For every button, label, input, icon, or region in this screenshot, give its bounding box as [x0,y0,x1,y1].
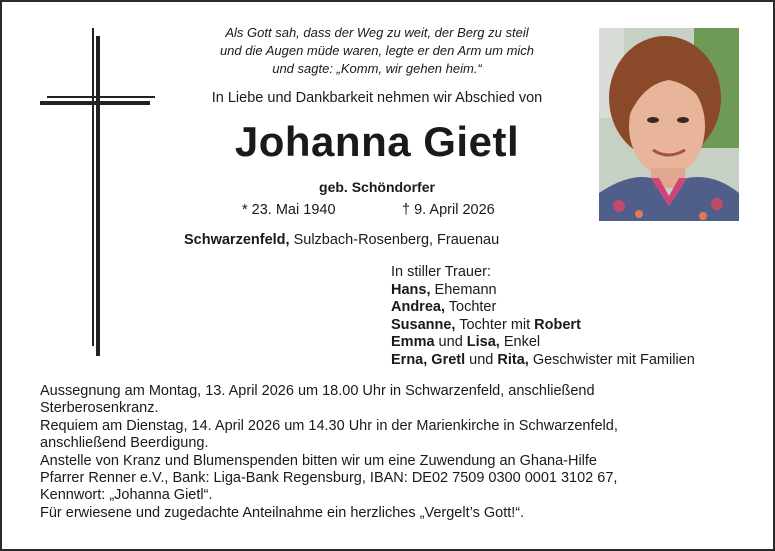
portrait-illustration [599,28,739,221]
mourner-relation: Enkel [499,334,541,351]
portrait-photo [599,28,739,221]
death-date: † 9. April 2026 [402,202,495,218]
body-line: Sterberosenkranz. [40,400,159,417]
mourner-connector: und [465,351,498,368]
mourner-connector: und [434,334,467,351]
cross-horizontal-thick [40,101,150,105]
body-line: Anstelle von Kranz und Blumenspenden bitten wir um eine Zuwendung an Ghana-Hilfe [40,452,597,469]
mourners-list [391,264,695,370]
service-details [40,383,740,522]
mourner-name: Rita, [497,351,529,368]
poem [192,24,562,78]
poem-line: Als Gott sah, dass der Weg zu weit, der Berg zu steil [225,25,529,40]
mourner-row [391,282,695,300]
body-line: Aussegnung am Montag, 13. April 2026 um 18.00 Uhr in Schwarzenfeld, anschließend [40,383,595,399]
mourner-name: Robert [534,316,581,333]
deceased-name: Johanna Gietl [234,118,520,165]
mourner-name: Emma [391,334,435,351]
places-main: Schwarzenfeld, [184,232,290,248]
mourner-row [391,317,695,335]
mourner-name: Hans, [391,281,431,298]
cross-horizontal-thin [47,96,155,98]
body-line: Kennwort: „Johanna Gietl“. [40,487,213,504]
mourner-name: Erna, Gretl [391,351,466,368]
mourner-relation: Ehemann [430,281,497,298]
body-line: Für erwiesene und zugedachte Anteilnahme ein herzliches „Vergelt’s Gott!“. [40,504,525,521]
places-rest: Sulzbach-Rosenberg, Frauenau [289,232,500,248]
places [184,232,499,248]
mourner-relation: Tochter [445,299,497,316]
poem-line: und sagte: „Komm, wir gehen heim.“ [272,61,482,76]
body-line: Pfarrer Renner e.V., Bank: Liga-Bank Regensburg, IBAN: DE02 7509 0300 0001 3102 67, [40,470,618,487]
mourner-name: Lisa, [466,334,500,351]
mourner-name: Andrea, [391,299,445,316]
mourner-row [391,299,695,317]
body-line: anschließend Beerdigung. [40,435,209,452]
mourner-relation: Tochter mit [455,316,535,333]
body-line: Requiem am Dienstag, 14. April 2026 um 14.30 Uhr in der Marienkirche in Schwarzenfeld, [40,417,618,434]
poem-line: und die Augen müde waren, legte er den Arm um mich [219,43,535,58]
mourner-name: Susanne, [391,316,456,333]
mourners-heading: In stiller Trauer: [391,264,491,280]
mourner-relation: Geschwister mit Familien [528,351,695,368]
mourner-row [391,334,695,352]
cross-vertical-thin [92,28,94,346]
birth-date: * 23. Mai 1940 [242,202,336,218]
mourner-row [391,352,695,370]
cross-vertical-thick [96,36,100,356]
born-name: geb. Schöndorfer [319,179,435,195]
intro-text: In Liebe und Dankbarkeit nehmen wir Abschied von [211,90,543,106]
